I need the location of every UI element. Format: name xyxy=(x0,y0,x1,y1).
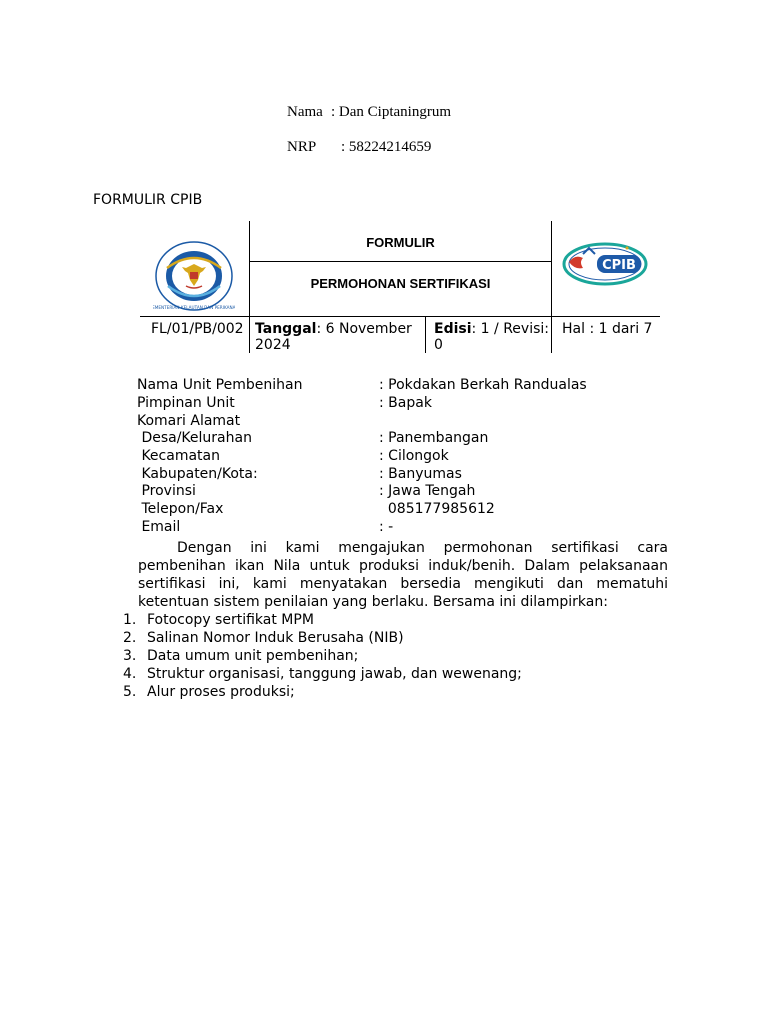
field-label: Pimpinan Unit xyxy=(137,395,235,411)
field-value: 085177985612 xyxy=(379,501,495,517)
nrp-label: NRP xyxy=(287,139,317,155)
list-item-text: Struktur organisasi, tanggung jawab, dan wewenang; xyxy=(147,666,522,682)
form-heading: FORMULIR CPIB xyxy=(93,192,203,208)
field-label: Kecamatan xyxy=(137,448,220,464)
field-label: Email xyxy=(137,519,181,535)
list-item-text: Fotocopy sertifikat MPM xyxy=(147,612,314,628)
field-value: : Pokdakan Berkah Randualas xyxy=(379,377,587,393)
table-divider xyxy=(551,221,552,353)
field-value: : Panembangan xyxy=(379,430,489,446)
name-label: Nama xyxy=(287,104,323,120)
name-value: : Dan Ciptaningrum xyxy=(331,104,451,120)
table-divider xyxy=(249,261,552,262)
field-value: : Bapak xyxy=(379,395,432,411)
page-info: Hal : 1 dari 7 xyxy=(562,321,653,337)
request-paragraph: Dengan ini kami mengajukan permohonan sertifikasi cara pembenihan ikan Nila untuk produksi induk/benih. Dalam pelaksanaan sertifikasi ini, kami menyatakan bersedia mengikuti dan mematuhi ketentuan sistem penilaian yang berlaku. Bersama ini dilampirkan: xyxy=(138,540,668,610)
table-divider xyxy=(140,316,660,317)
edisi-label: Edisi xyxy=(434,321,472,337)
field-value: : Jawa Tengah xyxy=(379,483,476,499)
field-value: : - xyxy=(379,519,394,535)
field-value: : Cilongok xyxy=(379,448,449,464)
list-item: 4. Struktur organisasi, tanggung jawab, dan wewenang; xyxy=(123,666,522,682)
field-label: Telepon/Fax xyxy=(137,501,224,517)
cpib-logo-text: CPIB xyxy=(602,258,636,273)
field-label: Kabupaten/Kota: xyxy=(137,466,258,482)
list-item: 5. Alur proses produksi; xyxy=(123,684,295,700)
table-divider xyxy=(425,317,426,353)
field-label: Desa/Kelurahan xyxy=(137,430,252,446)
field-label: Provinsi xyxy=(137,483,196,499)
kkp-logo xyxy=(153,240,235,316)
tanggal-label: Tanggal xyxy=(255,321,317,337)
list-item: 3. Data umum unit pembenihan; xyxy=(123,648,359,664)
list-item-text: Data umum unit pembenihan; xyxy=(147,648,359,664)
doc-code: FL/01/PB/002 xyxy=(151,321,244,337)
list-item-text: Alur proses produksi; xyxy=(147,684,295,700)
svg-text:KEMENTERIAN KELAUTAN DAN PERIK: KEMENTERIAN KELAUTAN DAN PERIKANAN xyxy=(153,305,235,310)
list-item: 1. Fotocopy sertifikat MPM xyxy=(123,612,314,628)
list-item-text: Salinan Nomor Induk Berusaha (NIB) xyxy=(147,630,404,646)
edisi-cell xyxy=(434,321,550,353)
nrp-value: : 58224214659 xyxy=(341,139,432,155)
field-value: : Banyumas xyxy=(379,466,462,482)
tanggal-value: : 6 November 2024 xyxy=(255,321,412,353)
form-subtitle: PERMOHONAN SERTIFIKASI xyxy=(310,276,491,291)
field-label: Nama Unit Pembenihan xyxy=(137,377,303,393)
tanggal-cell xyxy=(255,321,420,353)
list-item: 2. Salinan Nomor Induk Berusaha (NIB) xyxy=(123,630,404,646)
edisi-value: : 1 / Revisi: 0 xyxy=(434,321,549,353)
attachment-list xyxy=(123,611,522,701)
form-title: FORMULIR xyxy=(366,235,435,250)
cpib-logo xyxy=(561,238,649,292)
field-label: Komari Alamat xyxy=(137,413,241,429)
